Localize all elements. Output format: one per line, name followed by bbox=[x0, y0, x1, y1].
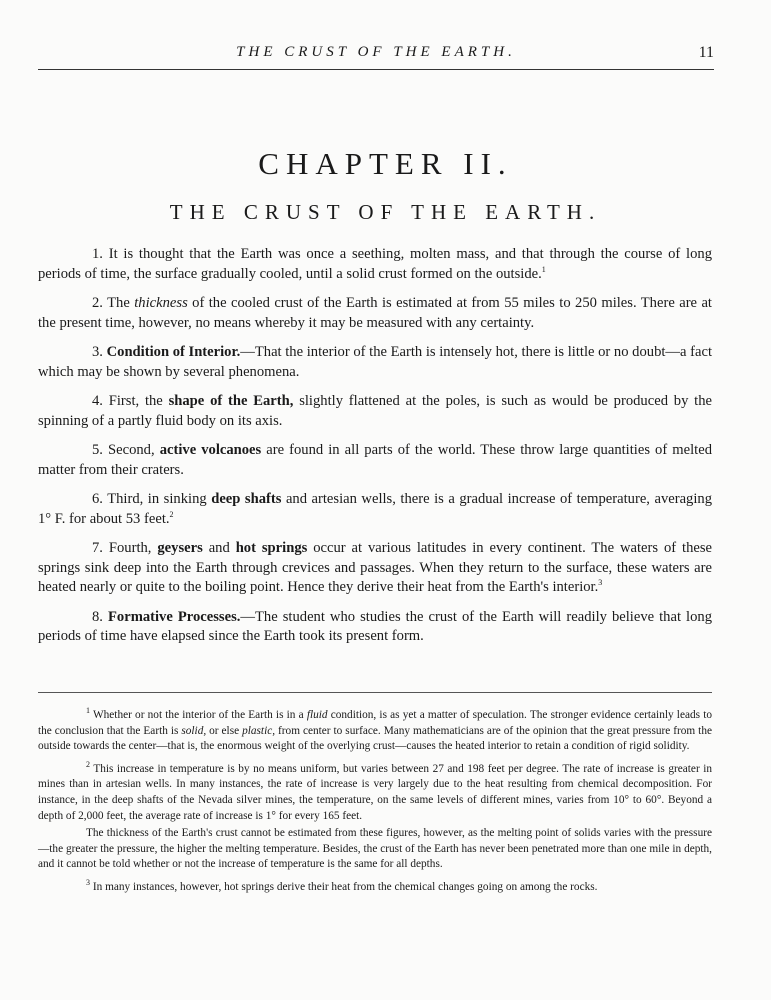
running-title: THE CRUST OF THE EARTH. bbox=[236, 44, 516, 60]
paragraph-7: 7. Fourth, geysers and hot springs occur at various latitudes in every continent. The waters of these springs sink deep into the Earth through crevices and passages. When they return to the surface, these waters are heated nearly or quite to the boiling point. Hence they derive their heat from the Earth's interior.$^3$ bbox=[38, 540, 713, 595]
footnote-ref-1: 1 bbox=[541, 264, 546, 274]
footnote-1: $^1$ Whether or not the interior of the Earth is in a fluid condition, is as yet a matter of speculation. The stronger evidence certainly leads to the conclusion that the Earth is solid, or else plastic, from center to surface. Many mathematicians are of the opinion that the great pressure from the outside towards the center—that is, the enormous weight of the overlying crust—causes the heated interior to retain a condition of rigid solidity. bbox=[38, 706, 712, 753]
body-text bbox=[38, 245, 712, 657]
footnote-3: $^3$ In many instances, however, hot springs derive their heat from the chemical changes going on among the rocks. bbox=[86, 878, 598, 893]
page-number: 11 bbox=[698, 44, 714, 61]
footnotes bbox=[38, 708, 712, 903]
chapter-title: CHAPTER II. bbox=[258, 146, 513, 181]
paragraph-6: 6. Third, in sinking deep shafts and artesian wells, there is a gradual increase of temperature, averaging 1° F. for about 53 feet.$^2$ bbox=[38, 491, 713, 527]
paragraph-8: 8. Formative Processes.—The student who studies the crust of the Earth will readily believe that long periods of time have elapsed since the Earth took its present form. bbox=[38, 608, 712, 644]
page-header bbox=[38, 44, 714, 68]
paragraph-5: 5. Second, active volcanoes are found in all parts of the world. These throw large quantities of melted matter from their craters. bbox=[38, 442, 712, 478]
paragraph-3: 3. Condition of Interior.—That the interior of the Earth is intensely hot, there is little or no doubt—a fact which may be shown by several phenomena. bbox=[38, 344, 713, 380]
footnote-divider bbox=[38, 692, 712, 693]
chapter-subtitle: THE CRUST OF THE EARTH. bbox=[169, 200, 602, 224]
paragraph-2: 2. The thickness of the cooled crust of the Earth is estimated at from 55 miles to 250 miles. There are at the present time, however, no means whereby it may be measured with any certainty. bbox=[38, 295, 712, 331]
footnote-ref-3: 3 bbox=[598, 578, 603, 588]
paragraph-4: 4. First, the shape of the Earth, slightly flattened at the poles, is such as would be produced by the spinning of a partly fluid body on its axis. bbox=[38, 393, 712, 429]
footnote-ref-2: 2 bbox=[169, 509, 174, 519]
footnote-2-continued: The thickness of the Earth's crust cannot be estimated from these figures, however, as the melting point of solids varies with the pressure—the greater the pressure, the higher the melting temperature. Besides, the crust of the Earth has never been penetrated more than one mile in depth, and it cannot be told whether or not the increase of temperature is the same for all depths. bbox=[38, 827, 712, 871]
header-rule bbox=[38, 69, 714, 70]
footnote-2: $^2$ This increase in temperature is by no means uniform, but varies between 27 and 198 feet per degree. The rate of increase is greater in mines than in artesian wells. In many instances, the rate of increase is very largely due to the heat resulting from chemical decomposition. For instance, in the deep shafts of the Nevada silver mines, the temperature, on the same levels of different mines, varies from 10° to 60°. Beyond a depth of 2,000 feet, the average rate of increase is 1° for every 165 feet. bbox=[38, 760, 713, 822]
paragraph-1: 1. It is thought that the Earth was once a seething, molten mass, and that through the course of long periods of time, the surface gradually cooled, until a solid crust formed on the outside.$^1$ bbox=[38, 246, 712, 282]
